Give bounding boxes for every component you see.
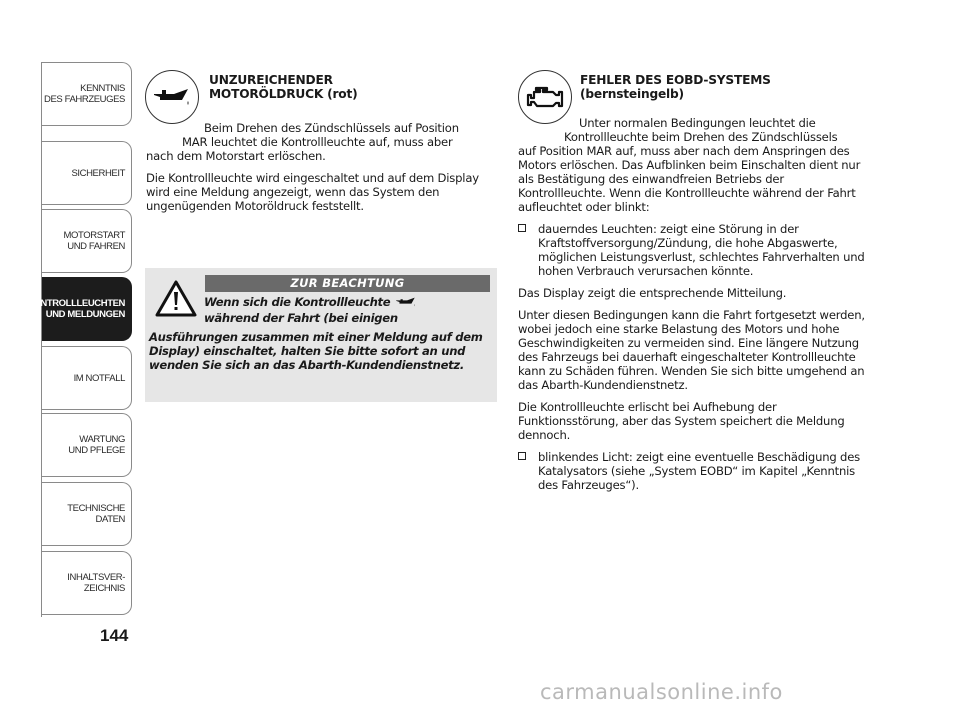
list-item: [518, 222, 870, 278]
eobd-heading: [580, 74, 771, 101]
note-line: Wenn sich die Kontrollleuchte: [204, 295, 391, 309]
eobd-text: [518, 116, 870, 492]
sidebar-tab-im-notfall[interactable]: [42, 346, 132, 410]
list-item-text: dauerndes Leuchten: zeigt eine Störung in der Kraftstoffversorgung/Zündung, die hohe Abgaswerte, möglichen Leistungsverlust, schlechtes Fahrverhalten und hohen Verbrauch verursachen könnte.: [538, 222, 865, 278]
warning-note-box: [145, 268, 497, 402]
sidebar-tab-wartung[interactable]: [42, 413, 132, 477]
sidebar-tab-label: WARTUNG UND PFLEGE: [68, 434, 125, 456]
checkbox-bullet-icon: [518, 452, 526, 460]
paragraph-line: nach dem Motorstart erlöschen.: [146, 149, 326, 163]
oil-can-icon: [394, 296, 418, 311]
checkbox-bullet-icon: [518, 224, 526, 232]
sidebar-tab-label: IM NOTFALL: [73, 372, 125, 384]
sidebar-tab-label: INHALTSVER- ZEICHNIS: [67, 572, 125, 594]
heading-line: FEHLER DES EOBD-SYSTEMS: [580, 73, 771, 87]
list-item-text: blinkendes Licht: zeigt eine eventuelle Beschädigung des Katalysators (siehe „System EOBD“ im Kapitel „Kenntnis des Fahrzeuges“).: [538, 450, 860, 492]
sidebar-tab-motorstart[interactable]: [42, 209, 132, 273]
note-text-top: [204, 295, 494, 325]
note-header: ZUR BEACHTUNG: [205, 275, 490, 292]
sidebar-tab-label: SICHERHEIT: [71, 167, 125, 179]
sidebar-tab-technische-daten[interactable]: [42, 482, 132, 546]
oil-can-icon: [145, 70, 199, 124]
sidebar-tab-inhaltsverzeichnis[interactable]: [42, 551, 132, 615]
sidebar-tab-label: KONTROLLLEUCHTEN UND MELDUNGEN: [26, 298, 125, 320]
paragraph-line: Beim Drehen des Zündschlüssels auf Position: [204, 121, 459, 135]
paragraph: Die Kontrollleuchte wird eingeschaltet und auf dem Display wird eine Meldung angezeigt, wenn das System den ungenügenden Motoröldruck feststellt.: [146, 171, 479, 213]
page-number: 144: [100, 626, 129, 645]
paragraph: Das Display zeigt die entsprechende Mitteilung.: [518, 286, 787, 300]
paragraph-line: MAR leuchtet die Kontrollleuchte auf, muss aber: [182, 135, 453, 149]
sidebar-tab-label: TECHNISCHE DATEN: [67, 503, 125, 525]
heading-line: MOTORÖLDRUCK (rot): [209, 86, 358, 101]
heading-line: (bernsteingelb): [580, 86, 684, 101]
oil-pressure-heading: [209, 74, 357, 101]
paragraph: Die Kontrollleuchte erlischt bei Aufhebung der Funktionsstörung, aber das System speichert die Meldung dennoch.: [518, 400, 845, 442]
paragraph-line: Kontrollleuchte beim Drehen des Zündschlüssels: [564, 130, 838, 144]
paragraph-line: Unter normalen Bedingungen leuchtet die: [579, 116, 816, 130]
list-item: [518, 450, 870, 492]
sidebar-tab-kenntnis[interactable]: [42, 62, 132, 126]
sidebar-tab-label: MOTORSTART UND FAHREN: [63, 230, 125, 252]
paragraph: auf Position MAR auf, muss aber nach dem Anspringen des Motors erlöschen. Das Aufblinken beim Einschalten dient nur als Bestätigung des einwandfreien Betriebs der Kontrollleuchte. Wenn die Kontrollleuchte während der Fahrt aufleuchtet oder blinkt:: [518, 144, 861, 214]
note-text-bottom: Ausführungen zusammen mit einer Meldung auf dem Display) einschaltet, halten Sie bitte sofort an und wenden Sie sich an das Abarth-Kundendienstnetz.: [149, 330, 483, 372]
sidebar-tab-sicherheit[interactable]: [42, 141, 132, 205]
oil-pressure-text: [146, 121, 496, 213]
heading-line: UNZUREICHENDER: [209, 73, 333, 87]
sidebar-tab-label: KENNTNIS DES FAHRZEUGES: [44, 83, 125, 105]
sidebar-tab-kontrollleuchten[interactable]: [26, 277, 132, 341]
paragraph: Unter diesen Bedingungen kann die Fahrt fortgesetzt werden, wobei jedoch eine starke Belastung des Motors und hohe Geschwindigkeiten zu vermeiden sind. Eine längere Nutzung des Fahrzeugs bei dauerhaft eingeschalteter Kontrollleuchte kann zu Schäden führen. Wenden Sie sich bitte umgehend an das Abarth-Kundendienstnetz.: [518, 308, 865, 392]
watermark-text: carmanualsonline.info: [540, 680, 783, 704]
note-line: während der Fahrt (bei einigen: [204, 311, 398, 325]
warning-triangle-icon: [155, 280, 197, 321]
